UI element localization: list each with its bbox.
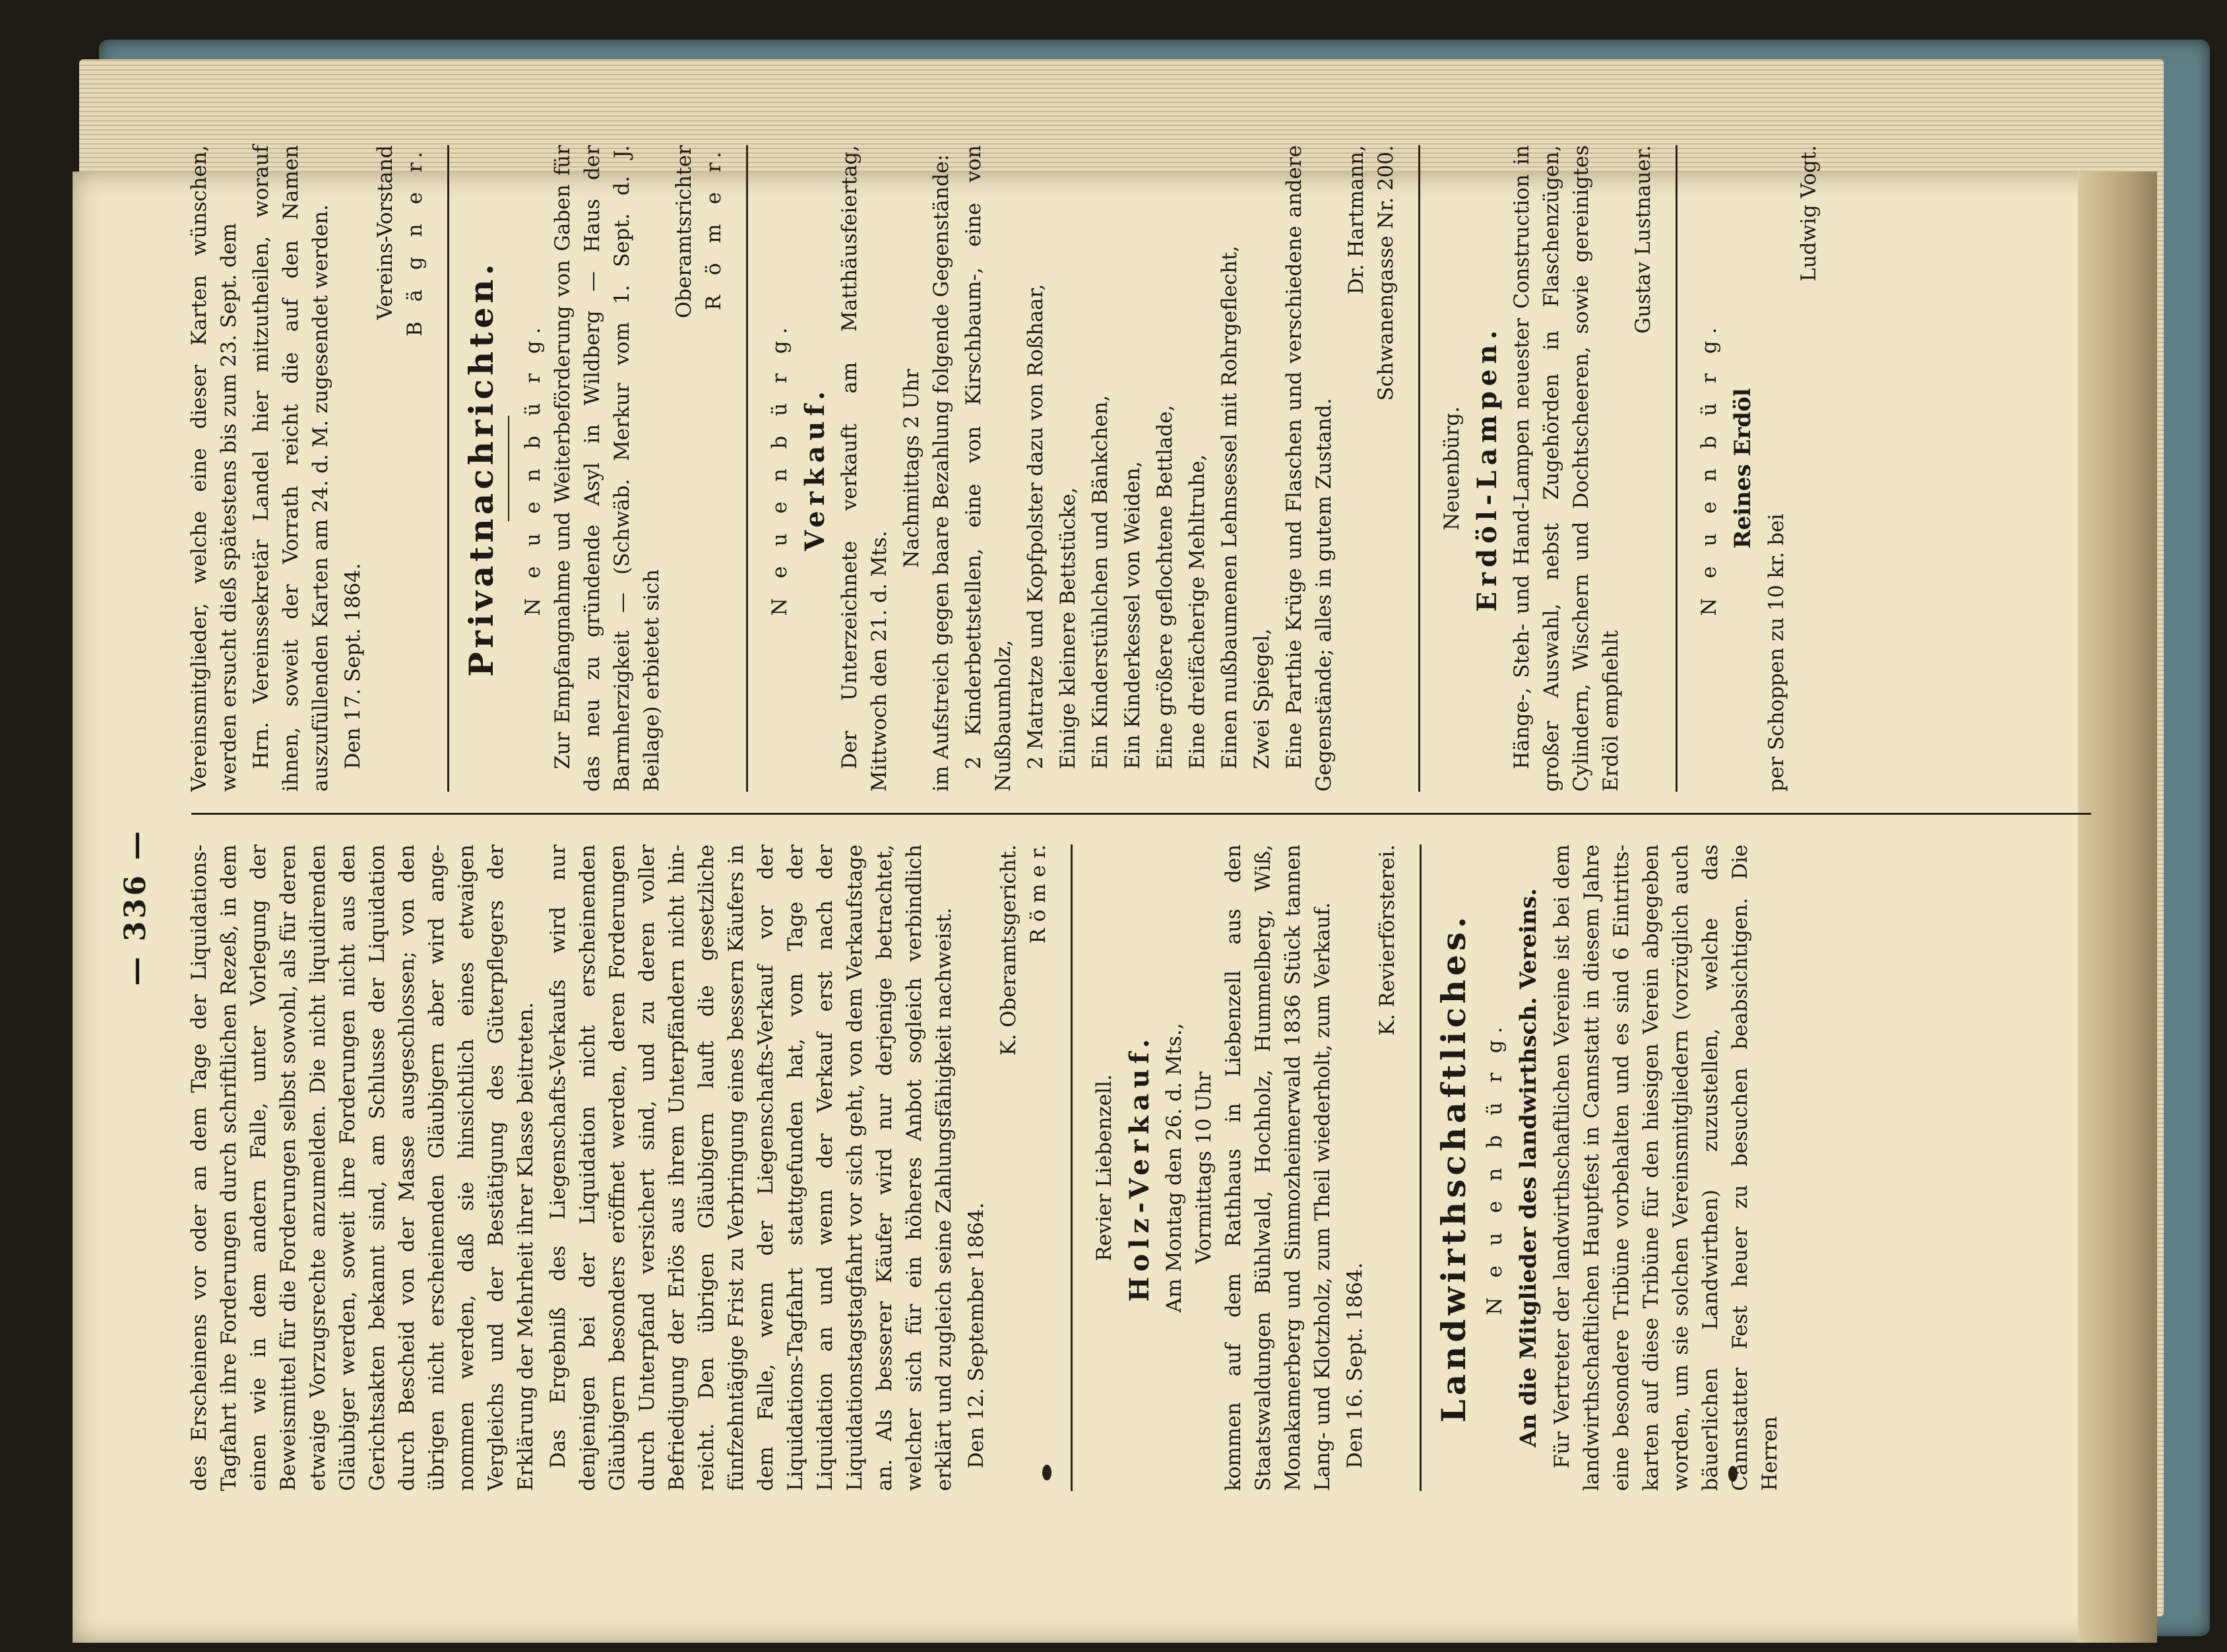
sale-item: Ein Kinderkessel von Weiden, (1121, 461, 1145, 769)
wood-sale-body: kommen auf dem Rathhaus in Liebenzell aus den Staatswaldungen Bühlwald, Hochholz, Hummelberg, Wiß, Monakamerberg und Simmozheimerwald 1836 Stück tannen Lang- und Klotzholz, zum Theil wiederholt, zum Verkauf. (1222, 844, 1334, 1491)
sale-items-list (959, 145, 1339, 792)
section-rule (447, 145, 449, 792)
section-rule (1071, 844, 1073, 1491)
sale-item: Eine Parthie Krüge und Flaschen und verschiedene andere Gegenstände; alles in gutem Zustand. (1282, 145, 1336, 792)
notice-paragraph: Das Ergebniß des Liegenschafts-Verkaufs wird nur denjenigen bei der Liquidation nicht erscheinenden Gläubigern besonders eröffnet werden, deren Forderungen durch Unterpfand versichert sind, und zu deren voller Befriedigung der Erlös aus ihrem Unterpfändern nicht hinreicht. Den übrigen Gläubigern lauft die gesetzliche fünfzehntägige Frist zu Verbringung eines bessern Käufers in dem Falle, wenn der Liegenschafts-Verkauf vor der Liquidations-Tagfahrt stattgefunden hat, vom Tage der Liquidation an und wenn der Verkauf erst nach der Liquidationstagstagfahrt vor sich geht, von dem Verkaufstage an. Als besserer Käufer wird nur derjenige betrachtet, welcher sich für ein höheres Anbot sogleich verbindlich erklärt und zugleich seine Zahlungsfähigkeit nachweist. (546, 844, 956, 1491)
court-signature: K. Oberamtsgericht. (997, 844, 1020, 1056)
sale-heading: Verkauf. (800, 385, 831, 552)
short-rule (508, 416, 509, 521)
section-rule (746, 145, 748, 792)
section-rule (1418, 145, 1420, 792)
seller-address: Schwanengasse Nr. 200. (1374, 145, 1398, 401)
wood-sale-heading: Holz-Verkauf. (1124, 1033, 1155, 1302)
column-divider (191, 813, 2091, 815)
rotated-page-content (73, 145, 2150, 1643)
lamps-body: Hänge-, Steh- und Hand-Lampen neuester Construction in großer Auswahl, nebst Zugehörden in Flaschenzügen, Cylindern, Wischern und Dochtscheeren, sowie gereinigtes Erdöl empfiehlt (1510, 145, 1623, 792)
page-number: — 336 — (119, 828, 152, 986)
oil-signature: Ludwig Vogt. (1797, 145, 1821, 282)
sale-item: Einen nußbaumenen Lehnsessel mit Rohrgeflecht, (1218, 245, 1241, 769)
lamps-heading: Erdöl-Lampen. (1472, 325, 1503, 612)
sale-item: Ein Kinderstühlchen und Bänkchen, (1088, 395, 1112, 769)
sale-item: 2 Kinderbettstellen, eine von Kirschbaum-, eine von Nußbaumholz, (962, 145, 1015, 792)
district-label: Revier Liebenzell. (1092, 1074, 1116, 1261)
sale-item: Zwei Spiegel, (1250, 628, 1274, 769)
sale-intro: Der Unterzeichnete verkauft am Matthäusfeiertag, Mittwoch den 21. d. Mts. (838, 145, 891, 792)
sale-item: 2 Matratze und Kopfpolster dazu von Roßhaar, (1024, 284, 1048, 769)
asylum-notice: Zur Empfangnahme und Weiterbeförderung von Gaben für das neu zu gründende Asyl in Wildberg — Haus der Barmherzigkeit — (Schwäb. Merkur vom 1. Sept. d. J. Beilage) erbietet sich (551, 145, 664, 792)
seller-name: Dr. Hartmann, (1344, 145, 1368, 295)
place-heading: N e u e n b ü r g. (1483, 1020, 1507, 1316)
association-body: Für Vertreter der landwirthschaftlichen Vereine ist bei dem landwirthschaftlichen Hauptfest in Cannstatt in diesem Jahre eine besondere Tribüne vorbehalten und es sind 6 Eintrittskarten auf diese Tribüne für den hiesigen Verein abgegeben worden, um sie solchen Vereinsmitgliedern (vorzüglich auch bäuerlichen Landwirthen) zuzustellen, welche das Cannstatter Fest heuer zu besuchen beabsichtigen. Die Herren (1550, 844, 1782, 1491)
section-heading-private: Privatnachrichten. (462, 260, 501, 677)
oil-heading: Reines Erdöl (1730, 388, 1756, 549)
sale-terms: im Aufstreich gegen baare Bezahlung folgende Gegenstände: (929, 154, 953, 792)
section-heading-agriculture: Landwirthschaftliches. (1434, 912, 1473, 1423)
judge-name: R ö m e r. (1026, 844, 1050, 944)
wood-sale-date: Am Montag den 26. d. Mts., (1162, 1023, 1186, 1313)
wood-sale-date2: Den 16. Sept. 1864. (1343, 1262, 1367, 1469)
right-column (185, 145, 1824, 792)
board-name: B ä g n e r. (403, 145, 427, 336)
association-heading: An die Mitglieder des landwirthsch. Vereins. (1515, 888, 1542, 1447)
place-heading: Neuenbürg. (1440, 406, 1464, 531)
judge-title: Oberamtsrichter (672, 145, 696, 319)
oil-body: per Schoppen zu 10 kr. bei (1765, 513, 1788, 792)
place-heading: N e u e n b ü r g. (521, 321, 545, 616)
sale-item: Eine dreifächerige Mehltruhe, (1185, 454, 1209, 769)
sale-item: Eine größere geflochtene Bettlade, (1153, 404, 1177, 769)
notice-paragraph: des Erscheinens vor oder an dem Tage der Liquidations-Tagfahrt ihre Forderungen durch schriftlichen Rezeß, in dem einen wie in dem andern Falle, unter Vorlegung der Beweismittel für die Forderungen selbst sowohl, als für deren etwaige Vorzugsrechte anzumelden. Die nicht liquidirenden Gläubiger werden, soweit ihre Forderungen nicht aus den Gerichtsakten bekannt sind, am Schlusse der Liquidation durch Bescheid von der Masse ausgeschlossen; von den übrigen nicht erscheinenden Gläubigern aber wird angenommen werden, daß sie hinsichtlich eines etwaigen Vergleichs und der Bestätigung des Güterpflegers der Erklärung der Mehrheit ihrer Klasse beitreten. (187, 844, 538, 1491)
left-column (185, 844, 1788, 1491)
association-board: Vereins-Vorstand (373, 145, 397, 320)
notice-paragraph: Hrn. Vereinssekretär Landel hier mitzutheilen, worauf ihnen, soweit der Vorrath reicht die auf den Namen auszufüllenden Karten am 24. d. M. zugesendet werden. (249, 145, 332, 792)
section-rule (1420, 844, 1422, 1491)
notice-date: Den 12. September 1864. (964, 1202, 988, 1469)
place-heading: N e u e n b ü r g. (1697, 321, 1721, 616)
sale-time: Nachmittags 2 Uhr (900, 369, 924, 568)
judge-name: R ö m e r. (702, 145, 726, 311)
wood-sale-time: Vormittags 10 Uhr (1192, 1071, 1216, 1264)
place-heading: N e u e n b ü r g. (768, 321, 792, 616)
notice-date: Den 17. Sept. 1864. (341, 563, 365, 769)
section-rule (1676, 145, 1678, 792)
notice-paragraph: Vereinsmitglieder, welche eine dieser Karten wünschen, werden ersucht dieß spätestens bis zum 23. Sept. dem (187, 145, 241, 792)
lamps-signature: Gustav Lustnauer. (1631, 145, 1655, 334)
sale-item: Einige kleinere Bettstücke, (1056, 487, 1080, 769)
forestry-signature: K. Revierförsterei. (1375, 844, 1399, 1036)
